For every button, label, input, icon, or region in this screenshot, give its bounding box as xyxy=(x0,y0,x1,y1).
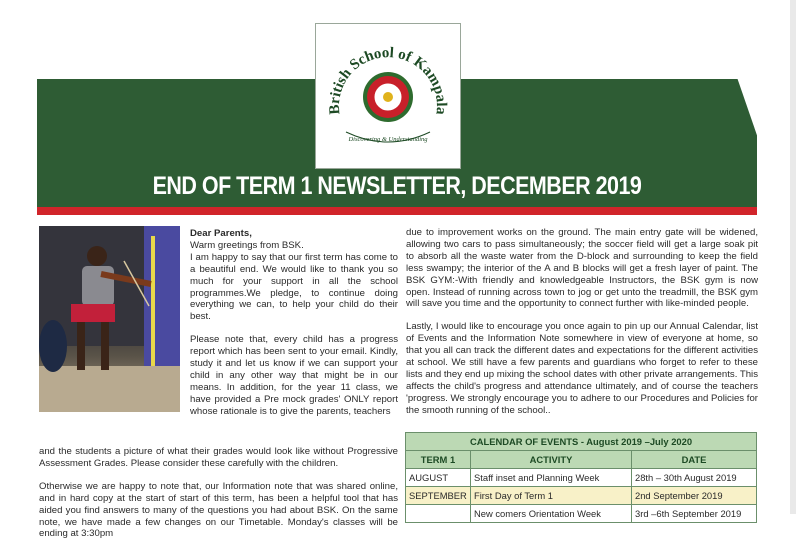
cell-term: AUGUST xyxy=(406,469,471,487)
table-row xyxy=(406,469,757,487)
cell-date: 2nd September 2019 xyxy=(632,487,757,505)
col-header-date: DATE xyxy=(632,451,757,469)
newsletter-title: END OF TERM 1 NEWSLETTER, DECEMBER 2019 xyxy=(152,172,642,200)
cell-date: 3rd –6th September 2019 xyxy=(632,505,757,523)
calendar-table xyxy=(405,432,757,523)
paragraph-5: Lastly, I would like to encourage you once again to pin up our Annual Calendar, list of Events and the Information Note somewhere in view of everyone at home, so that you all can track the different dates and expectations for the different activities at school. We still have a few parents and guardians who forget to refer to these lists and they end up mixing the school dates with other private arrangements. This affects the child's progress and attendance ultimately, and of course the teachers 'progress. We strongly encourage you to adhere to our Procedures and Policies for the smooth running of the school.. xyxy=(406,321,758,416)
paragraph-1: I am happy to say that our first term has come to a beautiful end. We would like to thank you so much for your support in all the school programmes.We pledge, to continue doing everything we can, to help your child do their best. xyxy=(190,251,398,323)
paragraph-2-part-2: and the students a picture of what their grades would look like without Progressive Assessment Grades. Please consider these carefully with the children. xyxy=(39,446,398,469)
paragraph-3: Otherwise we are happy to note that, our Information note that was shared online, and in hard copy at the start of start of this term, has been a helpful tool that has aided you find answers to many of the questions you had about BSK. On the same note, we have made a few changes on our Timetable. Monday's classes will be ending at 3:30pm xyxy=(39,480,398,540)
col-header-activity: ACTIVITY xyxy=(471,451,632,469)
greeting: Warm greetings from BSK. xyxy=(190,239,304,251)
school-logo xyxy=(315,23,461,169)
cell-activity: Staff inset and Planning Week xyxy=(471,469,632,487)
logo-ribbon-text: Discovering & Understanding xyxy=(348,136,428,143)
calendar-caption: CALENDAR OF EVENTS - August 2019 –July 2020 xyxy=(406,433,757,451)
salutation: Dear Parents, xyxy=(190,228,252,239)
letter-column-left xyxy=(190,228,398,429)
page-edge xyxy=(790,0,796,514)
tudor-rose-icon xyxy=(363,72,413,122)
violin-student-photo xyxy=(39,226,180,412)
letter-column-wide xyxy=(39,446,398,551)
letter-column-right xyxy=(406,227,758,428)
col-header-term: TERM 1 xyxy=(406,451,471,469)
paragraph-4: due to improvement works on the ground. The main entry gate will be widened, allowing two cars to pass simultaneously; the soccer field will get a large soak pit to absorb all the waste water from the D-block and surrounding to keep the field less swampy; the interior of the A and B blocks will get a fresh layer of paint. The BSK GYM:-With friendly and knowledgeable Instructors, the BSK gym is now open. Instead of running across town to jog or get unto the treadmill, the BSK gym will save you time and the opportunity to connect further with like-minded people. xyxy=(406,227,758,310)
header-red-stripe xyxy=(37,207,757,215)
cell-activity: First Day of Term 1 xyxy=(471,487,632,505)
cell-term: SEPTEMBER xyxy=(406,487,471,505)
paragraph-2-part-1: Please note that, every child has a progress report which has been sent to your email. Kindly, study it and let us know if we can support your child in any other way that might be in our means. In addition, for the year 11 class, we have provided a Pre mock grades' ONLY report whose rationale is to give the parents, teachers xyxy=(190,334,398,417)
cell-date: 28th – 30th August 2019 xyxy=(632,469,757,487)
table-row xyxy=(406,487,757,505)
photo-illustration xyxy=(39,226,180,412)
school-crest-svg xyxy=(316,24,460,168)
logo-arc-text: British School of Kampala xyxy=(326,45,450,116)
cell-activity: New comers Orientation Week xyxy=(471,505,632,523)
